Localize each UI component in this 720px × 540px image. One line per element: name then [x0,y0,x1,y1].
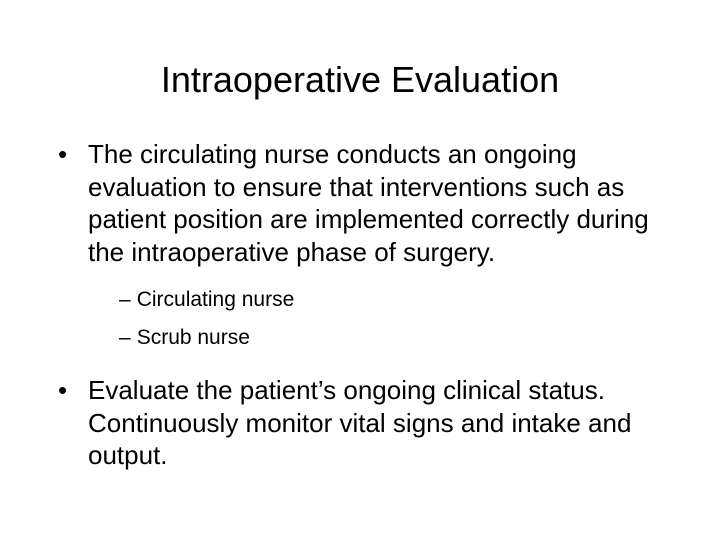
bullet-item [54,374,674,472]
bullet-list [54,138,674,472]
dash-icon: – [119,288,131,311]
sub-bullet-item [119,281,674,319]
bullet-text: The circulating nurse conducts an ongoing evaluation to ensure that interventions such as patient position are implemented correctly during the intraoperative phase of surgery. [88,139,649,267]
bullet-icon: • [58,375,68,405]
slide-title: Intraoperative Evaluation [160,59,560,100]
sub-bullet-item [119,319,674,357]
sub-bullet-list [119,281,674,357]
sub-bullet-text: Scrub nurse [136,326,250,349]
dash-icon: – [119,326,131,349]
bullet-text: Evaluate the patient’s ongoing clinical status. Continuously monitor vital signs and intake and output. [88,375,632,470]
bullet-item [54,138,674,268]
sub-bullet-text: Circulating nurse [136,288,295,311]
bullet-icon: • [58,139,68,169]
